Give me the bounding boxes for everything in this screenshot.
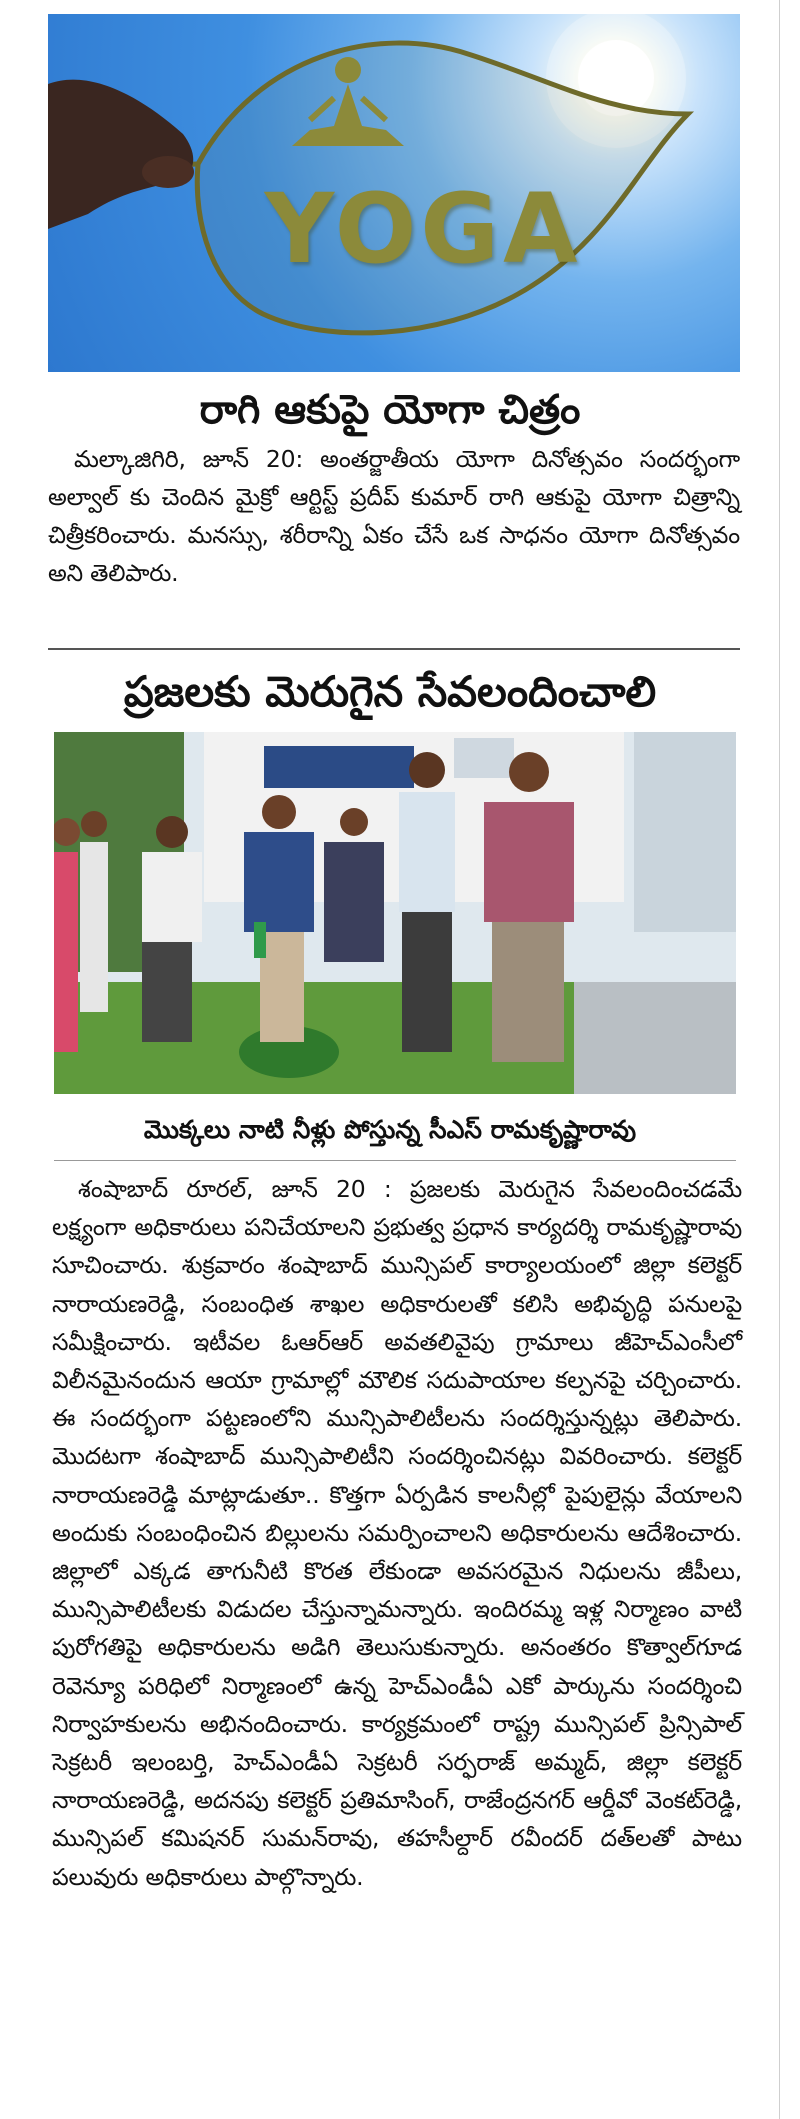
article-yoga-body-text: మల్కాజిగిరి, జూన్ 20: అంతర్జాతీయ యోగా దినోత్సవం సందర్భంగా అల్వాల్ కు చెందిన మైక్రో ఆర్టిస్ట్ ప్రదీప్ కుమార్ రాగి ఆకుపై యోగా చిత్రాన్ని చిత్రీకరించారు. మనస్సు, శరీరాన్ని ఏకం చేసే ఒక సాధనం యోగా దినోత్సవం అని తెలిపారు. [48,445,740,587]
tree-planting-photo [54,732,736,1094]
article-yoga-body [48,440,740,592]
photo-caption: మొక్కలు నాటి నీళ్లు పోస్తున్న సీఎస్ రామకృష్ణారావు [143,1115,637,1144]
yoga-word-art: YOGA [264,173,582,285]
article-divider [48,648,740,650]
page-column-rule [779,0,780,2119]
headline-yoga-leaf: రాగి ఆకుపై యోగా చిత్రం [199,387,581,433]
article-services-body [52,1170,742,1896]
caption-rule [54,1160,736,1161]
tree-planting-illustration [54,732,736,1094]
headline-better-services: ప్రజలకు మెరుగైన సేవలందించాలి [123,667,657,716]
yoga-leaf-photo [48,14,740,372]
article-services-body-text: శంషాబాద్ రూరల్, జూన్ 20 : ప్రజలకు మెరుగైన సేవలందించడమే లక్ష్యంగా అధికారులు పనిచేయాలని ప్రభుత్వ ప్రధాన కార్యదర్శి రామకృష్ణారావు సూచించారు. శుక్రవారం శంషాబాద్ మున్సిపల్ కార్యాలయంలో జిల్లా కలెక్టర్ నారాయణరెడ్డి, సంబంధిత శాఖల అధికారులతో కలిసి అభివృద్ధి పనులపై సమీక్షించారు. ఇటీవల ఓఆర్ఆర్ అవతలివైపు గ్రామాలు జీహెచ్ఎంసీలో విలీనమైనందున ఆయా గ్రామాల్లో మౌలిక సదుపాయాల కల్పనపై చర్చించారు. ఈ సందర్భంగా పట్టణంలోని మున్సిపాలిటీలను సందర్శిస్తున్నట్లు తెలిపారు. మొదటగా శంషాబాద్ మున్సిపాలిటీని సందర్శించినట్లు వివరించారు. కలెక్టర్ నారాయణరెడ్డి మాట్లాడుతూ.. కొత్తగా ఏర్పడిన కాలనీల్లో పైపులైన్లు వేయాలని అందుకు సంబంధించిన బిల్లులను సమర్పించాలని అధికారులను ఆదేశించారు. జిల్లాలో ఎక్కడ తాగునీటి కొరత లేకుండా అవసరమైన నిధులను జీపీలు, మున్సిపాలిటీలకు విడుదల చేస్తున్నామన్నారు. ఇందిరమ్మ ఇళ్ల నిర్మాణం వాటి పురోగతిపై అధికారులను అడిగి తెలుసుకున్నారు. అనంతరం కొత్వాల్‌గూడ రెవెన్యూ పరిధిలో నిర్మాణంలో ఉన్న హెచ్ఎండీఏ ఎకో పార్కును సందర్శించి నిర్వాహకులను అభినందించారు. కార్యక్రమంలో రాష్ట్ర మున్సిపల్ ప్రిన్సిపాల్ సెక్రటరీ ఇలంబర్తి, హెచ్ఎండీఏ సెక్రటరీ సర్ఫరాజ్ అమ్మద్, జిల్లా కలెక్టర్ నారాయణరెడ్డి, అదనపు కలెక్టర్ ప్రతిమాసింగ్, రాజేంద్రనగర్ ఆర్డీవో వెంకట్‌రెడ్డి, మున్సిపల్ కమిషనర్ సుమన్‌రావు, తహసీల్దార్ రవీందర్ దత్‌లతో పాటు పలువురు అధికారులు పాల్గొన్నారు. [52,1175,742,1891]
